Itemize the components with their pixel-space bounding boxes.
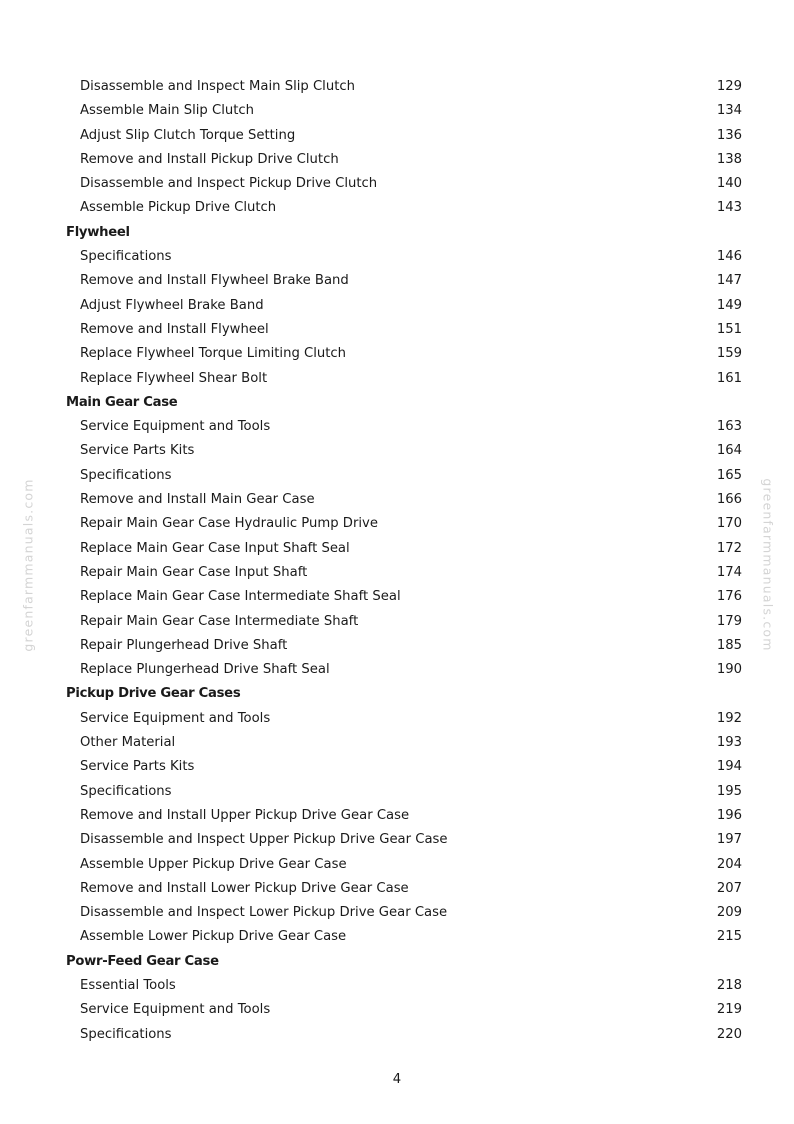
toc-entry[interactable]: [0, 998, 794, 1022]
entry-page-number: 170: [716, 516, 742, 532]
entry-title: Replace Flywheel Shear Bolt: [80, 370, 268, 386]
entry-title: Essential Tools: [80, 977, 176, 993]
entry-page-number: 215: [716, 929, 742, 945]
entry-page-number: 172: [716, 540, 742, 556]
toc-entry[interactable]: [0, 439, 794, 463]
entry-page-number: 209: [716, 905, 742, 921]
entry-page-number: 151: [716, 321, 742, 337]
entry-title: Disassemble and Inspect Main Slip Clutch: [80, 79, 355, 94]
entry-page-number: 149: [716, 297, 742, 313]
entry-title: Service Equipment and Tools: [80, 710, 271, 726]
toc-entry[interactable]: [0, 901, 794, 925]
entry-page-number: 193: [716, 735, 742, 751]
entry-title: Disassemble and Inspect Pickup Drive Clutch: [80, 176, 378, 192]
toc-entry[interactable]: [0, 853, 794, 877]
toc-entry[interactable]: [0, 269, 794, 293]
table-of-contents: [0, 75, 794, 1047]
toc-entry[interactable]: [0, 634, 794, 658]
entry-title: Remove and Install Flywheel: [80, 321, 269, 337]
entry-page-number: 220: [716, 1026, 742, 1042]
entry-page-number: 218: [716, 977, 742, 993]
entry-page-number: 161: [716, 370, 742, 386]
entry-title: Repair Main Gear Case Intermediate Shaft: [80, 613, 359, 629]
toc-entry[interactable]: [0, 585, 794, 609]
entry-title: Service Equipment and Tools: [80, 419, 271, 435]
toc-entry[interactable]: [0, 707, 794, 731]
entry-page-number: 219: [716, 1002, 742, 1018]
toc-entry[interactable]: [0, 148, 794, 172]
entry-title: Replace Main Gear Case Input Shaft Seal: [80, 540, 350, 556]
toc-entry[interactable]: [0, 172, 794, 196]
toc-section-heading: [0, 221, 794, 245]
toc-section-heading: [0, 950, 794, 974]
section-title: Main Gear Case: [66, 394, 178, 410]
page-number: 4: [392, 1072, 402, 1087]
entry-title: Replace Flywheel Torque Limiting Clutch: [80, 346, 347, 362]
entry-title: Remove and Install Main Gear Case: [80, 492, 315, 508]
toc-entry[interactable]: [0, 512, 794, 536]
entry-page-number: 138: [716, 151, 742, 167]
toc-entry[interactable]: [0, 342, 794, 366]
entry-title: Assemble Lower Pickup Drive Gear Case: [80, 929, 347, 945]
toc-entry[interactable]: [0, 488, 794, 512]
entry-title: Assemble Pickup Drive Clutch: [80, 200, 277, 216]
toc-section-heading: [0, 391, 794, 415]
entry-page-number: 159: [716, 346, 742, 362]
entry-page-number: 190: [716, 662, 742, 678]
entry-page-number: 204: [716, 856, 742, 872]
entry-title: Remove and Install Upper Pickup Drive Gear Case: [80, 807, 410, 823]
entry-title: Specifications: [80, 467, 172, 483]
toc-entry[interactable]: [0, 925, 794, 949]
entry-page-number: 146: [716, 249, 742, 265]
entry-page-number: 134: [716, 103, 742, 119]
toc-entry[interactable]: [0, 464, 794, 488]
entry-page-number: 163: [716, 419, 742, 435]
toc-entry[interactable]: [0, 658, 794, 682]
entry-page-number: 129: [716, 79, 742, 94]
watermark-right: greenfarmmanuals.com: [760, 478, 776, 652]
toc-entry[interactable]: [0, 731, 794, 755]
toc-entry[interactable]: [0, 367, 794, 391]
toc-entry[interactable]: [0, 99, 794, 123]
entry-title: Assemble Main Slip Clutch: [80, 103, 255, 119]
toc-entry[interactable]: [0, 537, 794, 561]
entry-title: Replace Main Gear Case Intermediate Shaft Seal: [80, 589, 401, 605]
toc-entry[interactable]: [0, 877, 794, 901]
entry-title: Remove and Install Lower Pickup Drive Gear Case: [80, 880, 409, 896]
entry-page-number: 197: [716, 832, 742, 848]
entry-title: Disassemble and Inspect Upper Pickup Drive Gear Case: [80, 832, 448, 848]
toc-entry[interactable]: [0, 75, 794, 99]
toc-entry[interactable]: [0, 124, 794, 148]
entry-title: Repair Plungerhead Drive Shaft: [80, 637, 288, 653]
entry-page-number: 136: [716, 127, 742, 143]
entry-title: Service Parts Kits: [80, 759, 195, 775]
entry-title: Disassemble and Inspect Lower Pickup Drive Gear Case: [80, 905, 448, 921]
entry-title: Service Equipment and Tools: [80, 1002, 271, 1018]
entry-page-number: 165: [716, 467, 742, 483]
entry-page-number: 174: [716, 564, 742, 580]
entry-title: Other Material: [80, 735, 176, 751]
entry-page-number: 164: [716, 443, 742, 459]
watermark-left: greenfarmmanuals.com: [20, 478, 36, 652]
entry-title: Assemble Upper Pickup Drive Gear Case: [80, 856, 347, 872]
entry-title: Repair Main Gear Case Input Shaft: [80, 564, 308, 580]
entry-title: Remove and Install Flywheel Brake Band: [80, 273, 349, 289]
entry-title: Specifications: [80, 1026, 172, 1042]
entry-title: Specifications: [80, 249, 172, 265]
toc-entry[interactable]: [0, 780, 794, 804]
entry-title: Remove and Install Pickup Drive Clutch: [80, 151, 339, 167]
entry-page-number: 143: [716, 200, 742, 216]
toc-entry[interactable]: [0, 974, 794, 998]
entry-title: Replace Plungerhead Drive Shaft Seal: [80, 662, 330, 678]
entry-title: Repair Main Gear Case Hydraulic Pump Drive: [80, 516, 378, 532]
toc-entry[interactable]: [0, 294, 794, 318]
section-title: Pickup Drive Gear Cases: [66, 686, 241, 702]
toc-entry[interactable]: [0, 245, 794, 269]
entry-page-number: 196: [716, 807, 742, 823]
section-title: Flywheel: [66, 224, 130, 240]
toc-entry[interactable]: [0, 755, 794, 779]
toc-entry[interactable]: [0, 196, 794, 220]
entry-page-number: 147: [716, 273, 742, 289]
entry-page-number: 176: [716, 589, 742, 605]
entry-title: Service Parts Kits: [80, 443, 195, 459]
entry-page-number: 195: [716, 783, 742, 799]
entry-title: Adjust Flywheel Brake Band: [80, 297, 264, 313]
toc-entry[interactable]: [0, 561, 794, 585]
entry-page-number: 207: [716, 880, 742, 896]
entry-page-number: 192: [716, 710, 742, 726]
toc-entry[interactable]: [0, 318, 794, 342]
entry-title: Adjust Slip Clutch Torque Setting: [80, 127, 296, 143]
entry-page-number: 166: [716, 492, 742, 508]
toc-section-heading: [0, 682, 794, 706]
entry-page-number: 179: [716, 613, 742, 629]
toc-entry[interactable]: [0, 828, 794, 852]
entry-page-number: 185: [716, 637, 742, 653]
toc-entry[interactable]: [0, 1023, 794, 1047]
toc-entry[interactable]: [0, 415, 794, 439]
toc-entry[interactable]: [0, 804, 794, 828]
entry-page-number: 140: [716, 176, 742, 192]
entry-page-number: 194: [716, 759, 742, 775]
section-title: Powr-Feed Gear Case: [66, 953, 219, 969]
toc-entry[interactable]: [0, 610, 794, 634]
entry-title: Specifications: [80, 783, 172, 799]
